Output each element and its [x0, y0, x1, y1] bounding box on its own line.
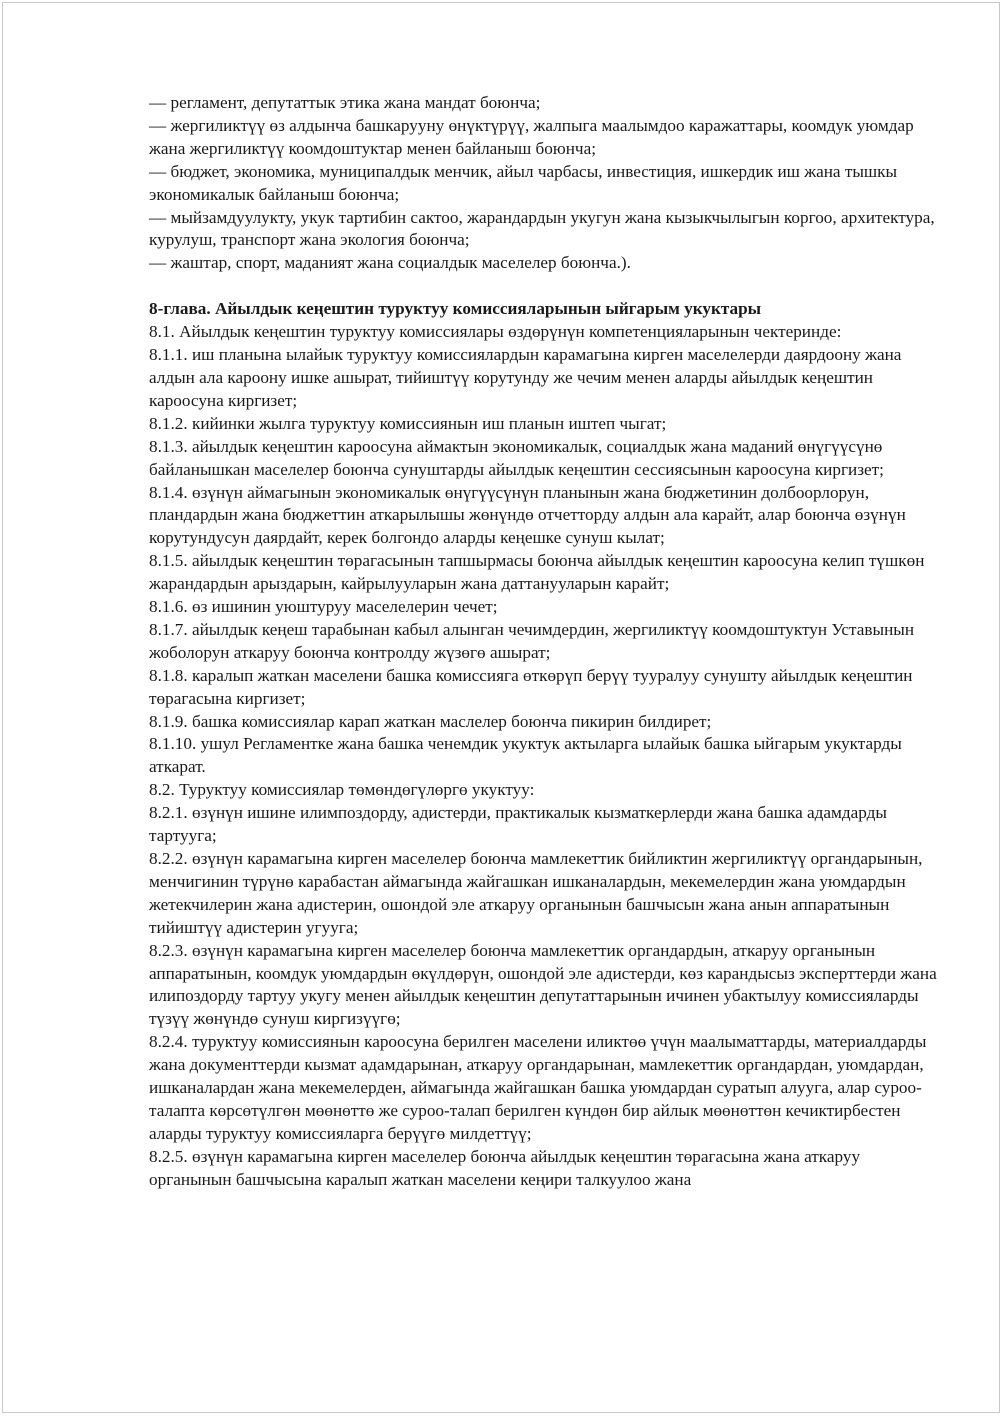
- intro-item: — жергиликтүү өз алдынча башкарууну өнүктүрүү, жалпыга маалымдоо каражаттары, коомдук уюмдар жана жергиликтүү коомдоштуктар менен байланыш боюнча;: [149, 115, 914, 158]
- intro-item: — мыйзамдуулукту, укук тартибин сактоо, жарандардын укугун жана кызыкчылыгын коргоо, архитектура, курулуш, транспорт жана экология боюнча;: [149, 207, 935, 250]
- paragraph: 8.2. Туруктуу комиссиялар төмөндөгүлөргө укуктуу:: [149, 780, 535, 800]
- document-body: [149, 92, 939, 1192]
- document-page: [2, 2, 1000, 1413]
- paragraph: 8.2.5. өзүнүн карамагына кирген маселелер боюнча айылдык кеңештин төрагасына жана аткаруу органынын башчысына каралып жаткан маселени кеңири талкуулоо жана: [149, 1146, 861, 1189]
- paragraph: 8.1.7. айылдык кеңеш тарабынан кабыл алынган чечимдердин, жергиликтүү коомдоштуктун Уставынын жоболорун аткаруу боюнча контролду жүзөгө ашырат;: [149, 619, 915, 662]
- intro-item: — регламент, депутаттык этика жана мандат боюнча;: [149, 93, 541, 112]
- paragraph: 8.1.1. иш планына ылайык туруктуу комиссиялардын карамагына кирген маселелерди даярдоону жана алдын ала кароону ишке ашырат, тийиштүү корутунду же чечим менен аларды айылдык кеңештин кароосуна киргизет;: [149, 345, 902, 410]
- chapter-heading: 8-глава. Айылдык кеңештин туруктуу комиссияларынын ыйгарым укуктары: [149, 299, 762, 319]
- paragraph: 8.2.2. өзүнүн карамагына кирген маселелер боюнча мамлекеттик бийликтин жергиликтүү органдарынын, менчигинин түрүнө карабастан аймагында жайгашкан ишканалардын, мекемелердин жана уюмдардын жетекчилерин жана адистерин, ошондой эле аткаруу органынын башчысын жана анын аппаратынын тийиштүү адистерин угууга;: [149, 849, 923, 937]
- intro-item: — жаштар, спорт, маданият жана социалдык маселелер боюнча.).: [149, 253, 631, 273]
- intro-item: — бюджет, экономика, муниципалдык менчик, айыл чарбасы, инвестиция, ишкердик иш жана тышкы экономикалык байланыш боюнча;: [149, 161, 898, 204]
- paragraph: 8.1.2. кийинки жылга туруктуу комиссиянын иш планын иштеп чыгат;: [149, 413, 667, 433]
- paragraph: 8.1. Айылдык кеңештин туруктуу комиссиялары өздөрүнүн компетенцияларынын чектеринде:: [149, 322, 842, 342]
- paragraph: 8.1.4. өзүнүн аймагынын экономикалык өнүгүүсүнүн планынын жана бюджетинин долбоорлорун, пландардын жана бюджеттин аткарылышы жөнүндө отчетторду алдын ала карайт, алар боюнча өзүнүн корутундусун даярдайт, керек болгондо аларды кеңешке сунуш кылат;: [149, 482, 906, 548]
- paragraph: 8.1.9. башка комиссиялар карап жаткан маслелер боюнча пикирин билдирет;: [149, 711, 712, 731]
- paragraph: 8.2.3. өзүнүн карамагына кирген маселелер боюнча мамлекеттик органдардын, аткаруу органынын аппаратынын, коомдук уюмдардын өкүлдөрүн, ошондой эле адистерди, көз карандысыз эксперттерди жана илипоздорду тартуу укугу менен айылдык кеңештин депутаттарынын ичинен убактылуу комиссияларды түзүү жөнүндө сунуш киргизүүгө;: [149, 940, 937, 1029]
- paragraph: 8.1.5. айылдык кеңештин төрагасынын тапшырмасы боюнча айылдык кеңештин кароосуна келип түшкөн жарандардын арыздарын, кайрылууларын жана даттанууларын карайт;: [149, 551, 925, 594]
- paragraph: 8.1.6. өз ишинин уюштуруу маселелерин чечет;: [149, 597, 498, 617]
- section-gap: [149, 275, 939, 298]
- paragraph: 8.2.4. туруктуу комиссиянын кароосуна берилген маселени иликтөө үчүн маалыматтарды, материалдарды жана документтерди кызмат адамдарынан, аткаруу органдарынан, мамлекеттик органдардан, уюмдардан, ишканалардан жана мекемелерден, аймагында жайгашкан башка уюмдардан суратып алууга, алар суроо-талапта көрсөтүлгөн мөөнөттө же суроо-талап берилген күндөн бир айлык мөөнөттөн кечиктирбестен аларды туруктуу комиссияларга берүүгө милдеттүү;: [149, 1032, 927, 1143]
- paragraph: 8.1.8. каралып жаткан маселени башка комиссияга өткөрүп берүү тууралуу сунушту айылдык кеңештин төрагасына киргизет;: [149, 665, 913, 708]
- paragraph: 8.1.3. айылдык кеңештин кароосуна аймактын экономикалык, социалдык жана маданий өнүгүүсүнө байланышкан маселелер боюнча сунуштарды айылдык кеңештин сессиясынын кароосуна киргизет;: [149, 436, 884, 479]
- paragraph: 8.2.1. өзүнүн ишине илимпоздорду, адистерди, практикалык кызматкерлерди жана башка адамдарды тартууга;: [149, 803, 887, 846]
- paragraph: 8.1.10. ушул Регламентке жана башка ченемдик укуктук актыларга ылайык башка ыйгарым укуктарды аткарат.: [149, 734, 902, 777]
